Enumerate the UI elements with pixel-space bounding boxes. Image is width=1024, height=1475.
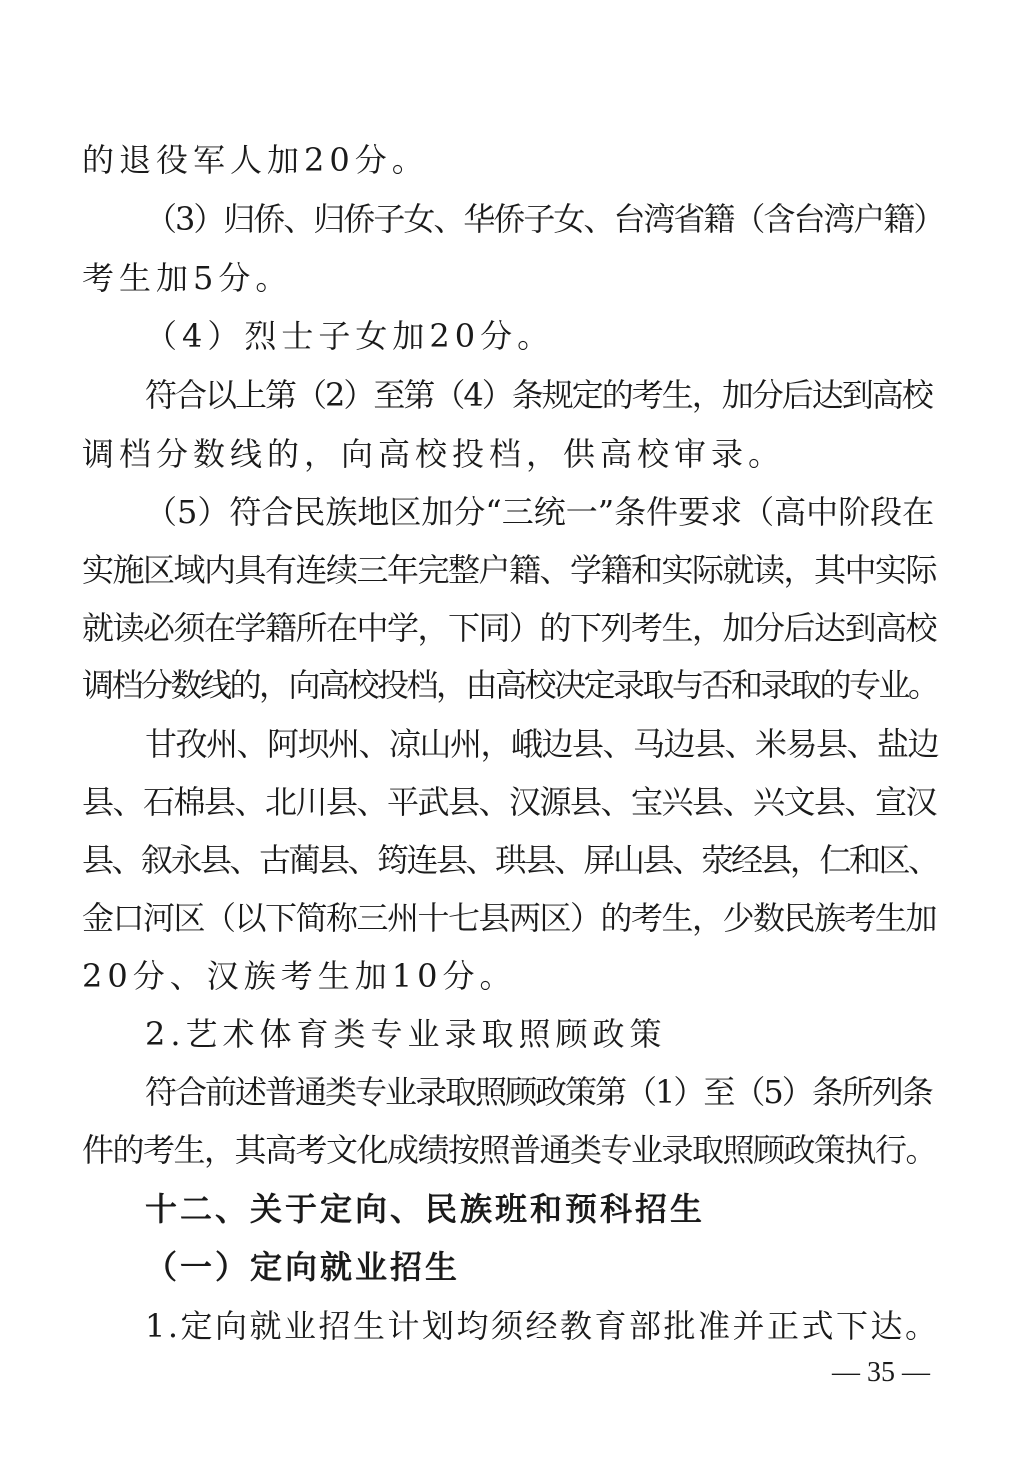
text-line: 考生加5分。: [82, 259, 293, 297]
section-subheading: （一）定向就业招生: [145, 1248, 461, 1286]
text-line: 1.定向就业招生计划均须经教育部批准并正式下达。: [145, 1307, 940, 1345]
text-line: 县、叙永县、古蔺县、筠连县、珙县、屏山县、荥经县，仁和区、: [82, 841, 938, 879]
section-subheading: 2.艺术体育类专业录取照顾政策: [145, 1015, 667, 1053]
text-line: （4）烈士子女加20分。: [145, 317, 555, 355]
text-line: 符合前述普通类专业录取照顾政策第（1）至（5）条所列条: [145, 1073, 932, 1111]
text-line: 就读必须在学籍所在中学，下同）的下列考生，加分后达到高校: [82, 609, 937, 647]
section-heading: 十二、关于定向、民族班和预科招生: [145, 1190, 706, 1228]
text-line: 县、石棉县、北川县、平武县、汉源县、宝兴县、兴文县、宣汉: [82, 783, 937, 821]
text-line: 件的考生，其高考文化成绩按照普通类专业录取照顾政策执行。: [82, 1131, 937, 1169]
page-number: — 35 —: [832, 1357, 930, 1388]
text-line: （5）符合民族地区加分“三统一”条件要求（高中阶段在: [145, 493, 935, 531]
text-line: 20分、汉族考生加10分。: [82, 957, 517, 995]
text-line: 调档分数线的，向高校投档，由高校决定录取与否和录取的专业。: [82, 666, 938, 704]
text-line: 符合以上第（2）至第（4）条规定的考生，加分后达到高校: [145, 376, 932, 414]
text-line: 的退役军人加20分。: [82, 141, 429, 179]
text-line: 金口河区（以下简称三州十七县两区）的考生，少数民族考生加: [82, 899, 937, 937]
text-line: （3）归侨、归侨子女、华侨子女、台湾省籍（含台湾户籍）: [145, 200, 944, 238]
text-line: 甘孜州、阿坝州、凉山州，峨边县、马边县、米易县、盐边: [145, 725, 939, 763]
text-line: 实施区域内具有连续三年完整户籍、学籍和实际就读，其中实际: [82, 551, 937, 589]
text-line: 调档分数线的，向高校投档，供高校审录。: [82, 435, 786, 473]
